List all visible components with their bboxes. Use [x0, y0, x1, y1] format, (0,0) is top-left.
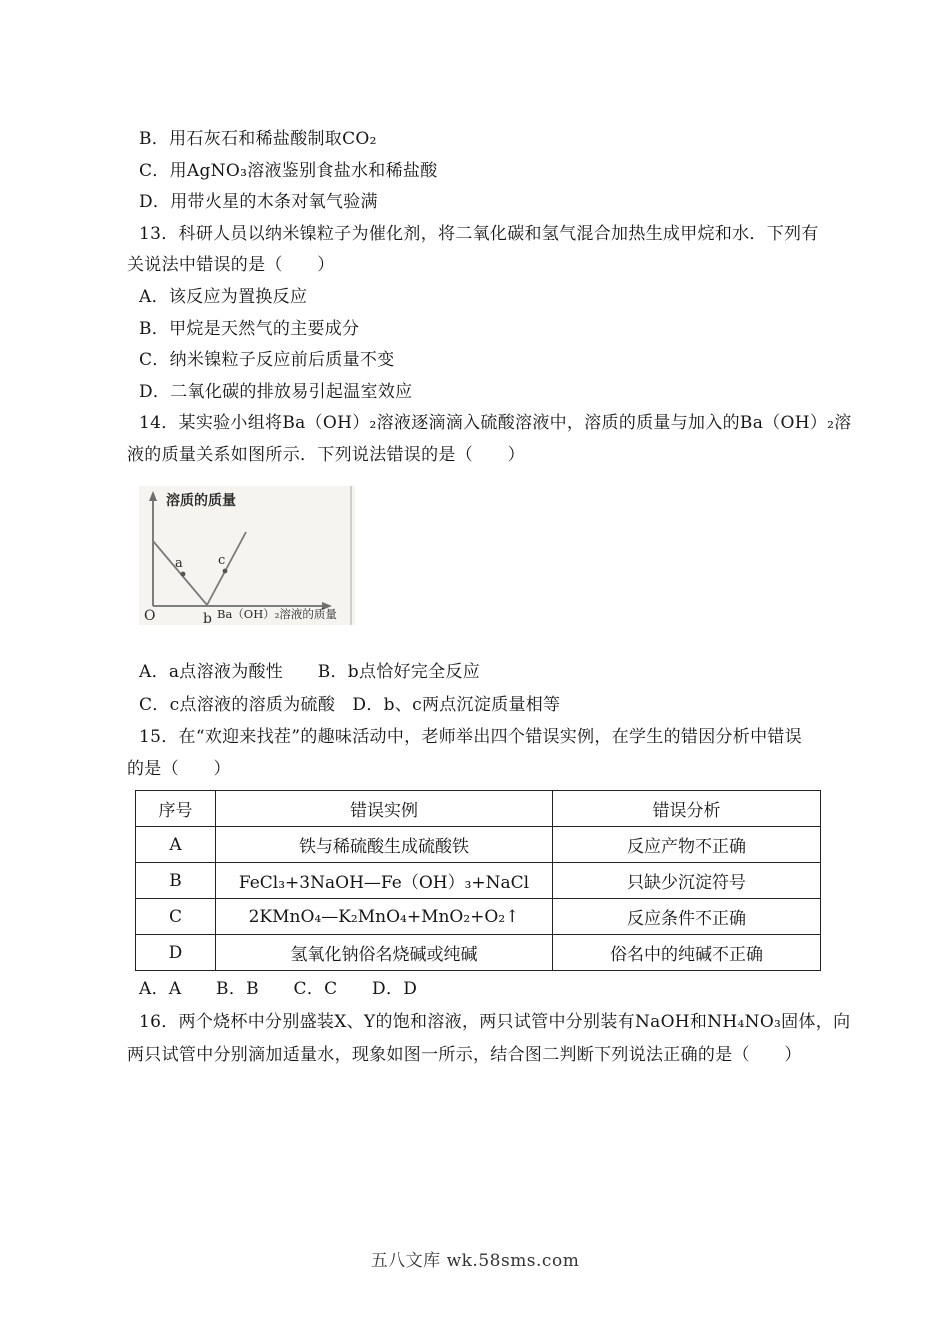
q14-stem-line2: 液的质量关系如图所示．下列说法错误的是（ ）	[127, 445, 525, 465]
q15-error-examples-table	[135, 790, 821, 971]
cell-analysis: 反应产物不正确	[553, 827, 821, 863]
q13-option-d: D．二氧化碳的排放易引起温室效应	[139, 382, 413, 402]
q15-stem-line1: 15．在“欢迎来找茬”的趣味活动中，老师举出四个错误实例，在学生的错因分析中错误	[139, 727, 803, 747]
cell-example: 氢氧化钠俗名烧碱或纯碱	[216, 935, 553, 971]
table-header-row	[136, 791, 821, 827]
q14-options-line2: C．c点溶液的溶质为硫酸 D．b、c两点沉淀质量相等	[139, 695, 561, 715]
q13-option-a: A．该反应为置换反应	[139, 287, 308, 307]
q12-option-d: D．用带火星的木条对氧气验满	[139, 192, 378, 212]
descending-segment	[153, 541, 207, 605]
graph-svg	[139, 486, 355, 625]
q12-option-c: C．用AgNO₃溶液鉴别食盐水和稀盐酸	[139, 161, 438, 181]
cell-example: 2KMnO₄—K₂MnO₄+MnO₂+O₂↑	[216, 899, 553, 935]
q14-options-line1: A．a点溶液为酸性 B．b点恰好完全反应	[139, 662, 481, 682]
header-cell-index: 序号	[136, 791, 216, 827]
cell-analysis: 只缺少沉淀符号	[553, 863, 821, 899]
figure-x-axis-label: Ba（OH）₂溶液的质量	[217, 607, 337, 621]
point-a-dot	[181, 572, 186, 577]
cell-analysis: 俗名中的纯碱不正确	[553, 935, 821, 971]
point-c-label: c	[218, 553, 226, 568]
cell-index: C	[136, 899, 216, 935]
table-row	[136, 935, 821, 971]
q15-answer-choices-line: A．A B．B C．C D．D	[139, 979, 418, 999]
origin-label: O	[144, 608, 156, 624]
y-axis-arrow-icon	[149, 491, 157, 501]
q14-stem-line1: 14．某实验小组将Ba（OH）₂溶液逐滴滴入硫酸溶液中，溶质的质量与加入的Ba（OH）₂溶	[139, 413, 852, 433]
point-a-label: a	[175, 556, 183, 571]
q14-solute-mass-graph	[139, 486, 355, 625]
cell-index: D	[136, 935, 216, 971]
q16-stem-line2: 两只试管中分别滴加适量水，现象如图一所示，结合图二判断下列说法正确的是（ ）	[127, 1045, 802, 1065]
cell-example: FeCl₃+3NaOH—Fe（OH）₃+NaCl	[216, 863, 553, 899]
q15-stem-line2: 的是（ ）	[127, 759, 231, 779]
q13-option-c: C．纳米镍粒子反应前后质量不变	[139, 350, 395, 370]
q13-option-b: B．甲烷是天然气的主要成分	[139, 319, 360, 339]
table-row	[136, 827, 821, 863]
cell-index: A	[136, 827, 216, 863]
q16-stem-line1: 16．两个烧杯中分别盛装X、Y的饱和溶液，两只试管中分别装有NaOH和NH₄NO₃固体，向	[139, 1012, 851, 1032]
point-b-label: b	[203, 611, 212, 625]
cell-analysis: 反应条件不正确	[553, 899, 821, 935]
ascending-segment	[207, 532, 246, 605]
point-c-dot	[223, 569, 228, 574]
table-row	[136, 863, 821, 899]
q12-option-b: B．用石灰石和稀盐酸制取CO₂	[139, 129, 377, 149]
header-cell-analysis: 错误分析	[553, 791, 821, 827]
q13-stem-line1: 13．科研人员以纳米镍粒子为催化剂，将二氧化碳和氢气混合加热生成甲烷和水．下列有	[139, 224, 819, 244]
cell-example: 铁与稀硫酸生成硫酸铁	[216, 827, 553, 863]
figure-y-axis-label: 溶质的质量	[166, 493, 236, 509]
header-cell-example: 错误实例	[216, 791, 553, 827]
table-row	[136, 899, 821, 935]
q13-stem-line2: 关说法中错误的是（ ）	[127, 255, 335, 275]
cell-index: B	[136, 863, 216, 899]
footer-watermark: 五八文库 wk.58sms.com	[370, 1251, 580, 1271]
